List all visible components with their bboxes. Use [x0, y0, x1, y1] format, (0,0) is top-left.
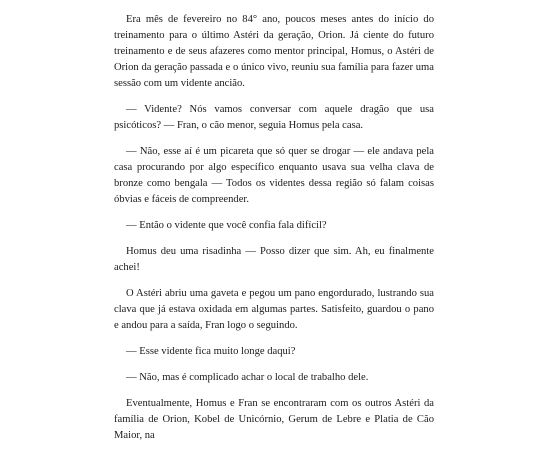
paragraph: — Então o vidente que você confia fala difícil?	[126, 220, 327, 231]
document-body	[114, 12, 434, 454]
paragraph: O Astéri abriu uma gaveta e pegou um pano engordurado, lustrando sua clava que já estava oxidada em algumas partes. Satisfeito, guardou o pano e andou para a saída, Fran logo o seguindo.	[114, 288, 434, 331]
paragraph: — Não, esse aí é um picareta que só quer se drogar — ele andava pela casa procurando por algo específico enquanto usava sua velha clava de bronze como bengala — Todos os videntes dessa região só falam coisas óbvias e fáceis de compreender.	[114, 146, 434, 205]
paragraph: — Esse vidente fica muito longe daqui?	[126, 346, 296, 357]
paragraph: Homus deu uma risadinha — Posso dizer que sim. Ah, eu finalmente achei!	[114, 246, 434, 273]
paragraph: Eventualmente, Homus e Fran se encontraram com os outros Astéri da família de Orion, Kobel de Unicórnio, Gerum de Lebre e Platia de Cão Maior, na	[114, 398, 434, 441]
paragraph: — Não, mas é complicado achar o local de trabalho dele.	[126, 372, 369, 383]
paragraph: — Vidente? Nós vamos conversar com aquele dragão que usa psicóticos? — Fran, o cão menor, seguia Homus pela casa.	[114, 104, 434, 131]
paragraph: Era mês de fevereiro no 84° ano, poucos meses antes do início do treinamento para o último Astéri da geração, Orion. Já ciente do futuro treinamento e de seus afazeres como mentor principal, Homus, o Astéri de Orion da geração passada e o único vivo, reuniu sua família para fazer uma sessão com um vidente ancião.	[114, 14, 434, 89]
